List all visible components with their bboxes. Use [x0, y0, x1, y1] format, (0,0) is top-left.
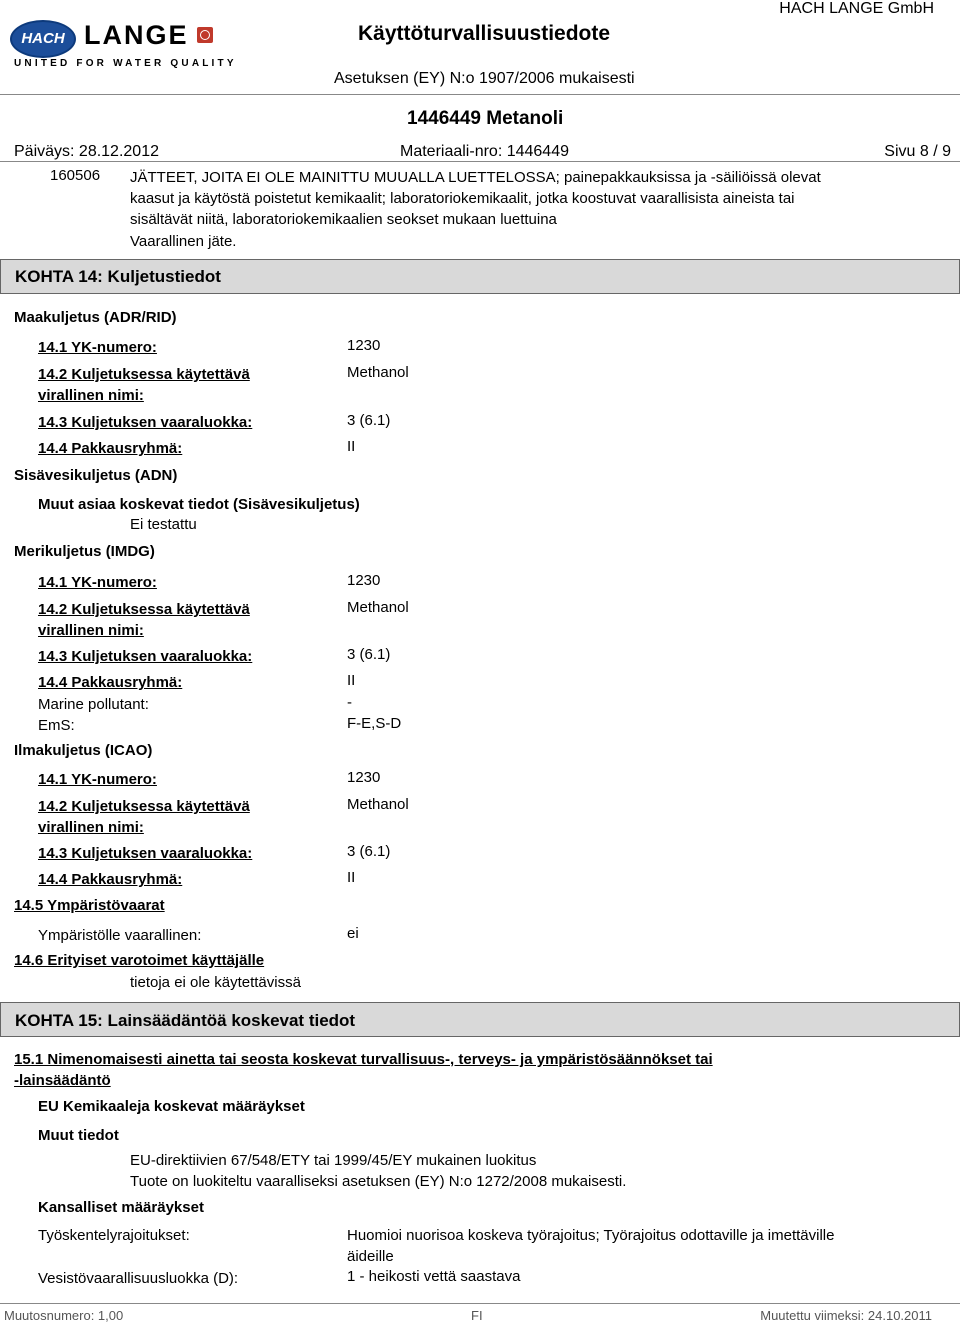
adr-un-value: 1230: [347, 337, 381, 354]
waste-text-line: kaasut ja käytöstä poistetut kemikaalit; laboratoriokemikaalit, jotka koostuvat vaarallisista aineista tai: [130, 190, 795, 207]
icao-pg-label: 14.4 Pakkausryhmä:: [38, 871, 183, 888]
footer-last-modified: Muutettu viimeksi: 24.10.2011: [760, 1308, 932, 1323]
imdg-pg-value: II: [347, 672, 356, 689]
footer-language: FI: [471, 1308, 483, 1323]
section-14-header: [0, 259, 960, 294]
adr-name-label-2: virallinen nimi:: [38, 387, 144, 404]
water-hazard-value: 1 - heikosti vettä saastava: [347, 1268, 521, 1285]
precautions-heading: 14.6 Erityiset varotoimet käyttäjälle: [14, 952, 265, 969]
tagline: UNITED FOR WATER QUALITY: [14, 58, 237, 69]
environment-label: Ympäristölle vaarallinen:: [38, 927, 202, 944]
document-title: Käyttöturvallisuustiedote: [358, 22, 611, 45]
imdg-class-label: 14.3 Kuljetuksen vaaraluokka:: [38, 648, 253, 665]
imdg-class-value: 3 (6.1): [347, 646, 391, 663]
adr-class-label: 14.3 Kuljetuksen vaaraluokka:: [38, 414, 253, 431]
eu-regulations-heading: EU Kemikaaleja koskevat määräykset: [38, 1098, 305, 1115]
imdg-ems-value: F-E,S-D: [347, 715, 402, 732]
icao-heading: Ilmakuljetus (ICAO): [14, 742, 153, 759]
waste-text-line: JÄTTEET, JOITA EI OLE MAINITTU MUUALLA LUETTELOSSA; painepakkauksissa ja -säiliöissä olevat: [130, 169, 821, 186]
imdg-ems-label: EmS:: [38, 717, 75, 734]
adn-other-label: Muut asiaa koskevat tiedot (Sisävesikuljetus): [38, 496, 360, 513]
adr-name-label: 14.2 Kuljetuksessa käytettävä: [38, 366, 250, 383]
adr-name-value: Methanol: [347, 364, 409, 381]
icao-name-value: Methanol: [347, 796, 409, 813]
environment-heading: 14.5 Ympäristövaarat: [14, 897, 165, 914]
section-15-title: KOHTA 15: Lainsäädäntöä koskevat tiedot: [15, 1011, 356, 1030]
adr-pg-value: II: [347, 438, 356, 455]
icao-class-value: 3 (6.1): [347, 843, 391, 860]
waste-text-line: sisältävät niitä, laboratoriokemikaalien seokset mukaan luettuina: [130, 211, 557, 228]
company-name: HACH LANGE GmbH: [779, 0, 934, 17]
national-regulations-heading: Kansalliset määräykset: [38, 1199, 204, 1216]
icao-pg-value: II: [347, 869, 356, 886]
section-15-1-heading: 15.1 Nimenomaisesti ainetta tai seosta koskevat turvallisuus-, terveys- ja ympäristösäännökset tai: [14, 1051, 713, 1068]
adn-heading: Sisävesikuljetus (ADN): [14, 467, 178, 484]
page-number: Sivu 8 / 9: [884, 143, 951, 160]
other-info-line: EU-direktiivien 67/548/ETY tai 1999/45/EY mukainen luokitus: [130, 1152, 537, 1169]
section-15-header: [0, 1002, 960, 1037]
adr-heading: Maakuljetus (ADR/RID): [14, 309, 177, 326]
revision-date: Päiväys: 28.12.2012: [14, 143, 159, 160]
registered-mark-icon: [197, 27, 213, 43]
icao-class-label: 14.3 Kuljetuksen vaaraluokka:: [38, 845, 253, 862]
imdg-un-value: 1230: [347, 572, 381, 589]
work-restrictions-label: Työskentelyrajoitukset:: [38, 1227, 190, 1244]
imdg-name-label: 14.2 Kuljetuksessa käytettävä: [38, 601, 250, 618]
section-15-1-heading-2: -lainsäädäntö: [14, 1072, 111, 1089]
icao-un-label: 14.1 YK-numero:: [38, 771, 157, 788]
work-restrictions-value: Huomioi nuorisoa koskeva työrajoitus; Työrajoitus odottaville ja imettäville: [347, 1227, 835, 1244]
product-name: 1446449 Metanoli: [407, 108, 564, 129]
header-divider: [0, 94, 960, 95]
waste-text-line: Vaarallinen jäte.: [130, 233, 237, 250]
hach-logo-text: HACH: [21, 30, 65, 47]
adr-pg-label: 14.4 Pakkausryhmä:: [38, 440, 183, 457]
other-info-line: Tuote on luokiteltu vaaralliseksi asetuksen (EY) N:o 1272/2008 mukaisesti.: [130, 1173, 627, 1190]
work-restrictions-value-2: äideille: [347, 1248, 394, 1265]
icao-un-value: 1230: [347, 769, 381, 786]
waste-code: 160506: [50, 167, 101, 184]
precautions-value: tietoja ei ole käytettävissä: [130, 974, 301, 991]
imdg-pg-label: 14.4 Pakkausryhmä:: [38, 674, 183, 691]
imdg-marine-pollutant-value: -: [347, 694, 352, 711]
material-number: Materiaali-nro: 1446449: [400, 143, 569, 160]
adn-other-value: Ei testattu: [130, 516, 197, 533]
imdg-name-label-2: virallinen nimi:: [38, 622, 144, 639]
regulation-line: Asetuksen (EY) N:o 1907/2006 mukaisesti: [334, 70, 635, 87]
adr-un-label: 14.1 YK-numero:: [38, 339, 157, 356]
footer-revision: Muutosnumero: 1,00: [4, 1308, 124, 1323]
icao-name-label: 14.2 Kuljetuksessa käytettävä: [38, 798, 250, 815]
icao-name-label-2: virallinen nimi:: [38, 819, 144, 836]
header-divider-bottom: [0, 161, 960, 162]
section-14-title: KOHTA 14: Kuljetustiedot: [15, 267, 221, 286]
environment-value: ei: [347, 925, 359, 942]
imdg-marine-pollutant-label: Marine pollutant:: [38, 696, 149, 713]
lange-logo: LANGE: [84, 20, 189, 50]
adr-class-value: 3 (6.1): [347, 412, 391, 429]
imdg-name-value: Methanol: [347, 599, 409, 616]
other-info-heading: Muut tiedot: [38, 1127, 119, 1144]
hach-logo: [10, 20, 76, 58]
imdg-un-label: 14.1 YK-numero:: [38, 574, 157, 591]
water-hazard-label: Vesistövaarallisuusluokka (D):: [38, 1270, 239, 1287]
footer-divider: [0, 1303, 960, 1304]
imdg-heading: Merikuljetus (IMDG): [14, 543, 155, 560]
